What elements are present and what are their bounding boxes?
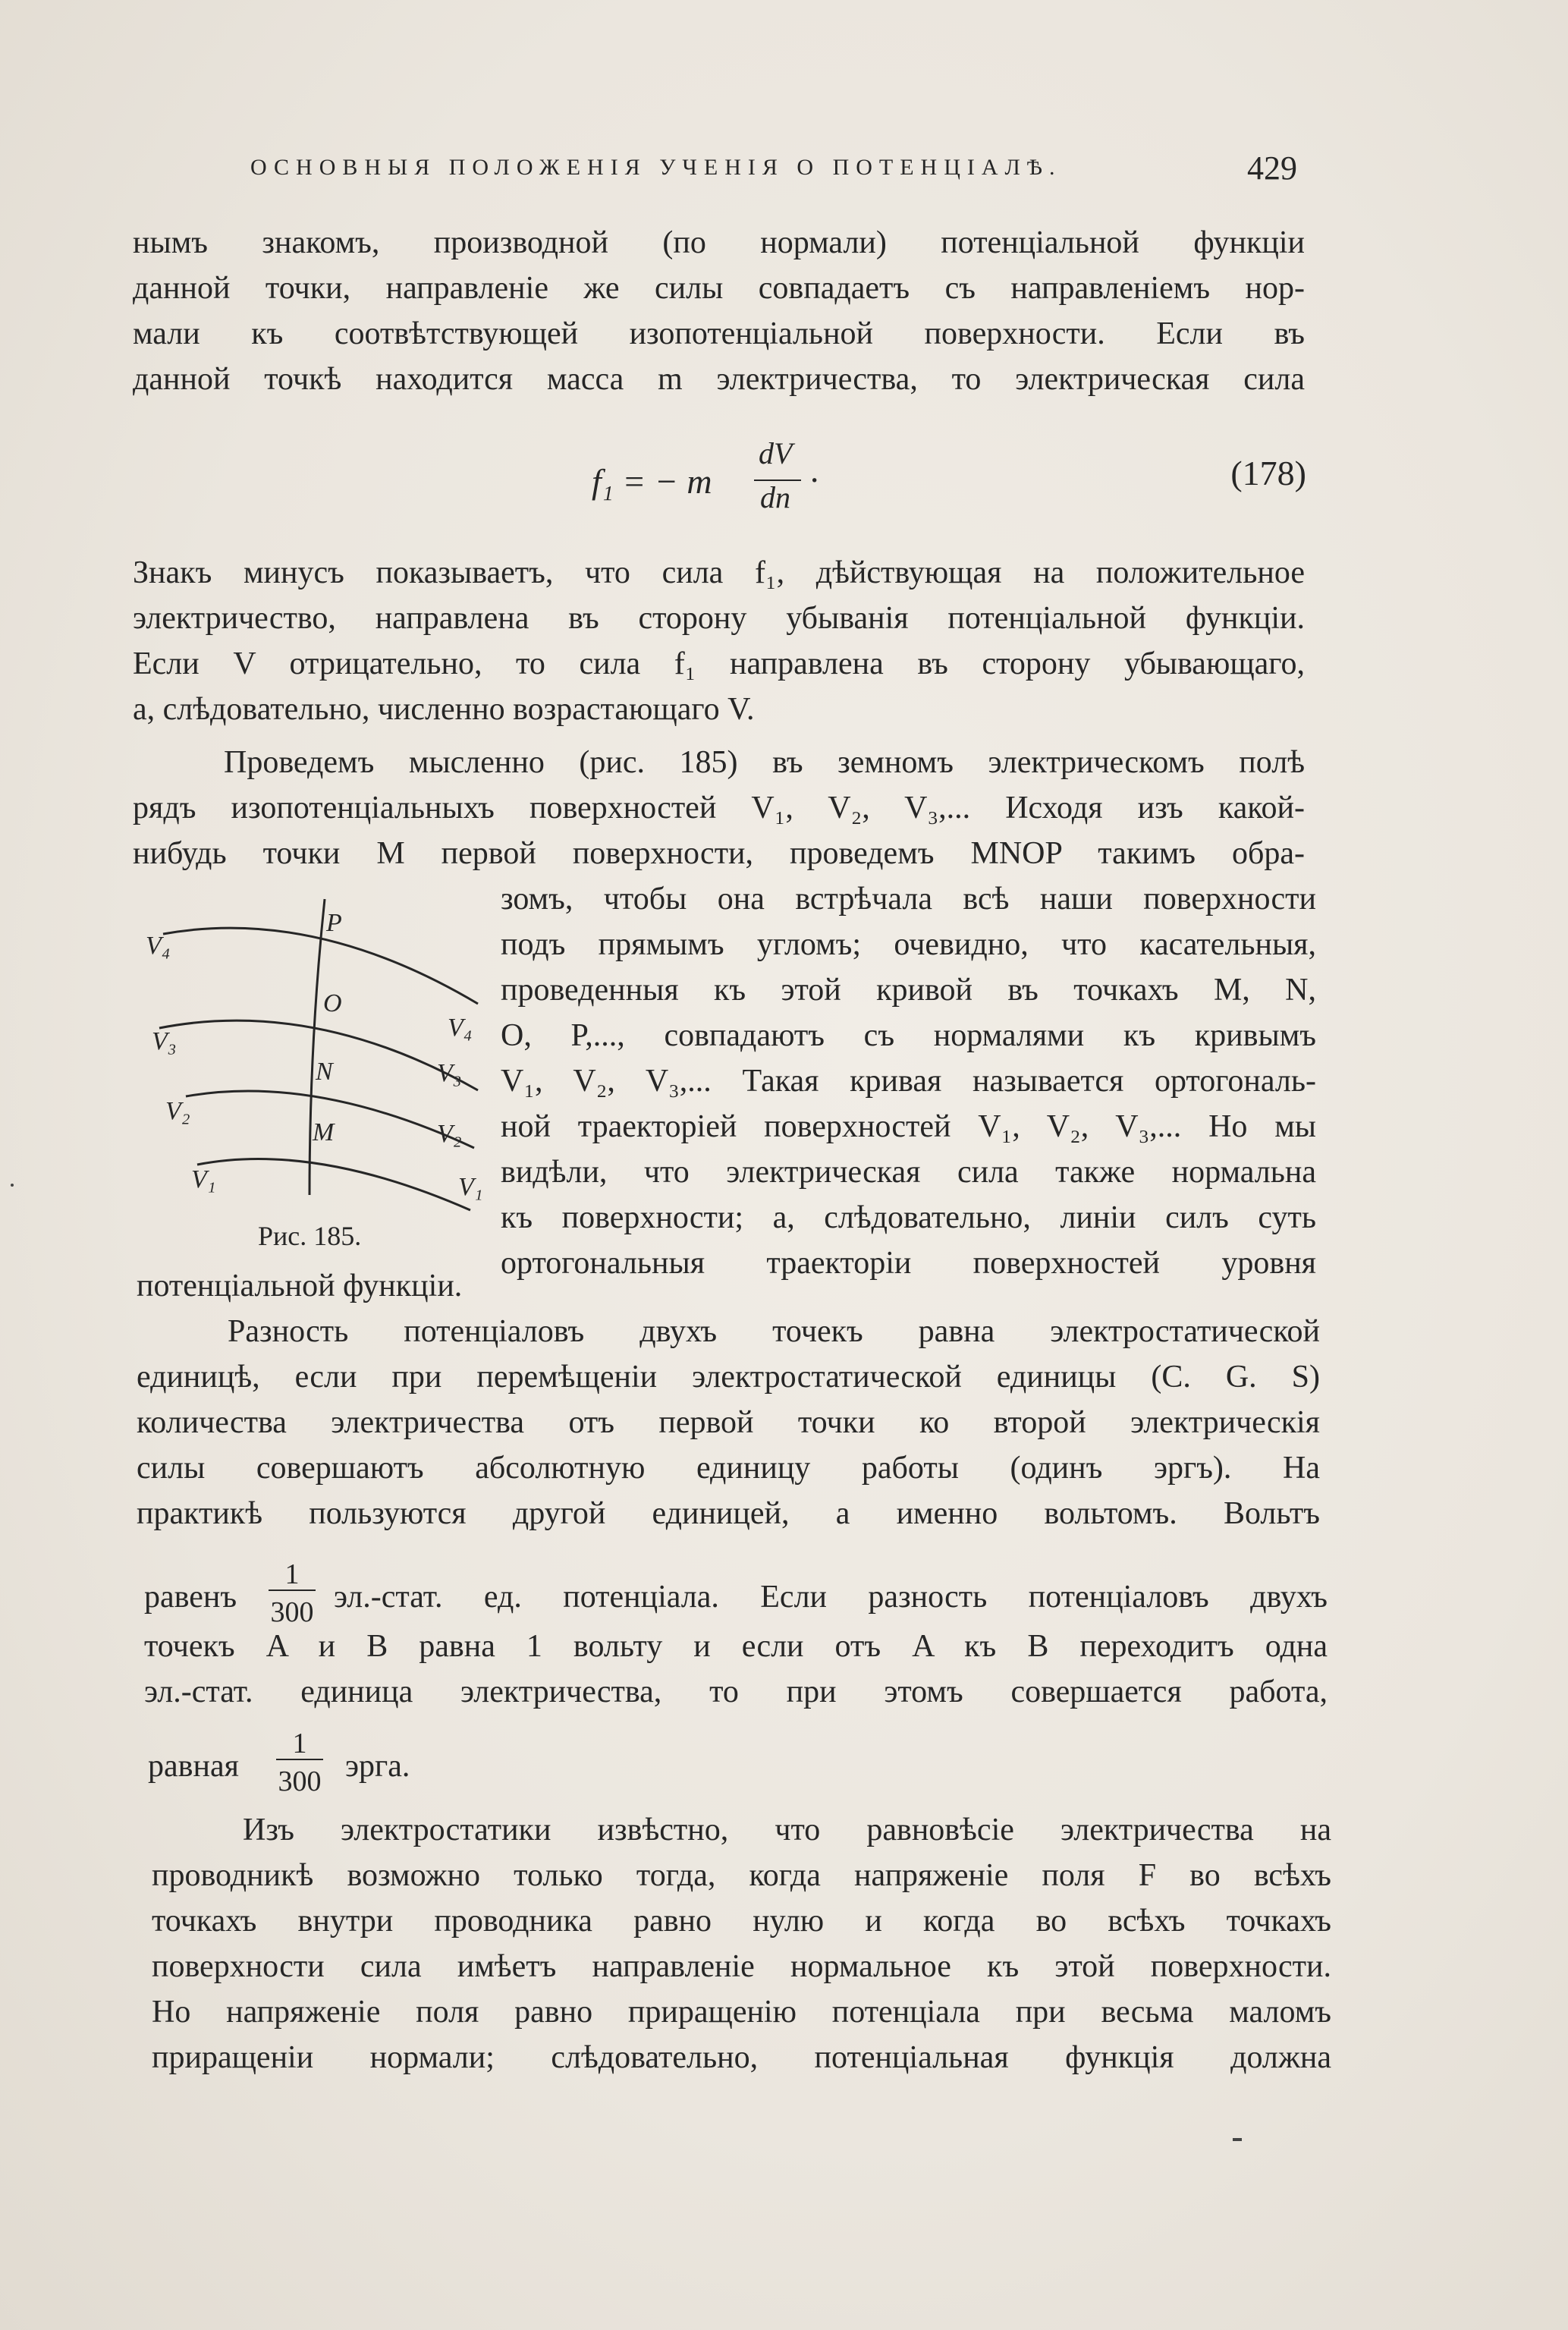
text-fragment: равенъ [144, 1580, 237, 1615]
text-line: Но напряженіе поля равно приращенію потенціала при весьма маломъ [152, 1995, 1331, 2030]
formula-dot: · [809, 461, 821, 499]
paragraph-4-cont [144, 1624, 1328, 1715]
text-line: приращеніи нормали; слѣдовательно, потенціальная функція должна [152, 2040, 1331, 2075]
text-line: электричество, направлена въ сторону убыванія потенціальной функціи. [133, 601, 1305, 636]
paper-speck [11, 1184, 14, 1187]
label-n: N [316, 1058, 333, 1086]
label-p: P [326, 909, 342, 937]
text-line: мали къ соотвѣтствующей изопотенціальной поверхности. Если въ [133, 316, 1305, 351]
surface-v1-curve [197, 1159, 470, 1211]
text-line: къ поверхности; а, слѣдовательно, линіи силъ суть [501, 1200, 1316, 1235]
fraction-numerator: 1 [284, 1558, 300, 1590]
label-o: O [323, 989, 342, 1017]
text-line: поверхности сила имѣетъ направленіе нормальное къ этой поверхности. [152, 1949, 1331, 1984]
text-line: силы совершаютъ абсолютную единицу работы (одинъ эргъ). На [137, 1451, 1320, 1486]
text-line: количества электричества отъ первой точки ко второй электрическія [137, 1405, 1320, 1440]
text-fragment: эл.-стат. ед. потенціала. Если разность потенціаловъ двухъ [334, 1580, 1328, 1615]
formula-number: (178) [1230, 454, 1306, 492]
text-line: Разность потенціаловъ двухъ точекъ равна электростатической [228, 1314, 1320, 1349]
trajectory-mnop-curve [310, 899, 325, 1195]
text-line: эл.-стат. единица электричества, то при этомъ совершается работа, [144, 1674, 1328, 1709]
fraction-numerator: 1 [292, 1728, 307, 1759]
text-line: видѣли, что электрическая сила также нормальна [501, 1155, 1316, 1190]
text-line: Знакъ минусъ показываетъ, что сила f₁, дѣйствующая на положительное [133, 555, 1305, 590]
text-line: подъ прямымъ угломъ; очевидно, что касательныя, [501, 927, 1316, 962]
work-definition-line [148, 1716, 831, 1797]
figure-185 [137, 891, 501, 1225]
text-line: O, P,..., совпадаютъ съ нормалями къ кривымъ [501, 1018, 1316, 1053]
figure-caption: Рис. 185. [258, 1221, 362, 1251]
text-line: точекъ A и B равна 1 вольту и если отъ A къ B переходитъ одна [144, 1629, 1328, 1664]
label-v4-left: V₄ [146, 932, 171, 960]
text-line: потенціальной функціи. [137, 1269, 463, 1303]
paragraph-3 [133, 740, 1305, 876]
text-line: точкахъ внутри проводника равно нулю и когда во всѣхъ точкахъ [152, 1904, 1331, 1939]
paragraph-3-end [137, 1263, 743, 1309]
formula-denominator: dn [760, 480, 790, 514]
text-line: проводникѣ возможно только тогда, когда напряженіе поля F во всѣхъ [152, 1858, 1331, 1893]
paragraph-1 [133, 220, 1305, 402]
text-line: Проведемъ мысленно (рис. 185) въ земномъ электрическомъ полѣ [224, 745, 1305, 780]
label-v1-left: V₁ [191, 1165, 216, 1193]
text-fragment: эрга. [345, 1749, 410, 1784]
text-line: проведенныя къ этой кривой въ точкахъ M, N, [501, 973, 1316, 1008]
text-line: единицѣ, если при перемѣщеніи электростатической единицы (C. G. S) [137, 1360, 1320, 1395]
text-line: нибудь точки M первой поверхности, проведемъ MNOP такимъ обра- [133, 836, 1305, 871]
label-v2-right: V₂ [437, 1120, 462, 1148]
paragraph-4 [137, 1309, 1320, 1536]
label-v3-right: V₃ [437, 1059, 462, 1087]
label-v3-left: V₃ [152, 1027, 177, 1055]
text-line: данной точки, направленіе же силы совпадаетъ съ направленіемъ нор- [133, 271, 1305, 306]
text-line: ортогональныя траекторіи поверхностей уровня [501, 1246, 1316, 1281]
text-line: данной точкѣ находится масса m электричества, то электрическая сила [133, 362, 1305, 397]
text-line: Если V отрицательно, то сила f₁ направлена въ сторону убывающаго, [133, 646, 1305, 681]
label-v4-right: V₄ [448, 1014, 473, 1042]
text-line: нымъ знакомъ, производной (по нормали) потенціальной функціи [133, 225, 1305, 260]
text-line: практикѣ пользуются другой единицей, а именно вольтомъ. Вольтъ [137, 1496, 1320, 1531]
page-number: 429 [1247, 149, 1297, 187]
fraction-denominator: 300 [270, 1596, 314, 1628]
text-line: зомъ, чтобы она встрѣчала всѣ наши поверхности [501, 882, 1316, 917]
label-m: M [313, 1118, 335, 1146]
running-head [250, 149, 1297, 194]
volt-definition-line [144, 1552, 1328, 1628]
orthogonal-trajectory-diagram [137, 891, 501, 1225]
text-fragment: равная [148, 1749, 239, 1784]
text-line: V₁, V₂, V₃,... Такая кривая называется ортогональ- [501, 1064, 1316, 1099]
text-line: а, слѣдовательно, численно возрастающаго V. [133, 692, 755, 727]
formula-numerator: dV [759, 436, 793, 470]
text-line: Изъ электростатики извѣстно, что равновѣсіе электричества на [243, 1813, 1331, 1847]
paragraph-2 [133, 550, 1305, 732]
text-line: ной траекторіей поверхностей V₁, V₂, V₃,... Но мы [501, 1109, 1316, 1144]
label-v1-right: V₁ [458, 1173, 483, 1201]
running-title: ОСНОВНЫЯ ПОЛОЖЕНІЯ УЧЕНІЯ О ПОТЕНЦІАЛѢ. [250, 155, 1062, 180]
paragraph-3-wrap [501, 876, 1316, 1286]
paragraph-5 [152, 1807, 1331, 2080]
label-v2-left: V₂ [165, 1097, 190, 1125]
paper-speck [1233, 2138, 1242, 2141]
formula-lhs: f₁ = − m [592, 462, 712, 501]
text-line: рядъ изопотенціальныхъ поверхностей V₁, V₂, V₃,... Исходя изъ какой- [133, 791, 1305, 825]
fraction-denominator: 300 [278, 1766, 322, 1797]
